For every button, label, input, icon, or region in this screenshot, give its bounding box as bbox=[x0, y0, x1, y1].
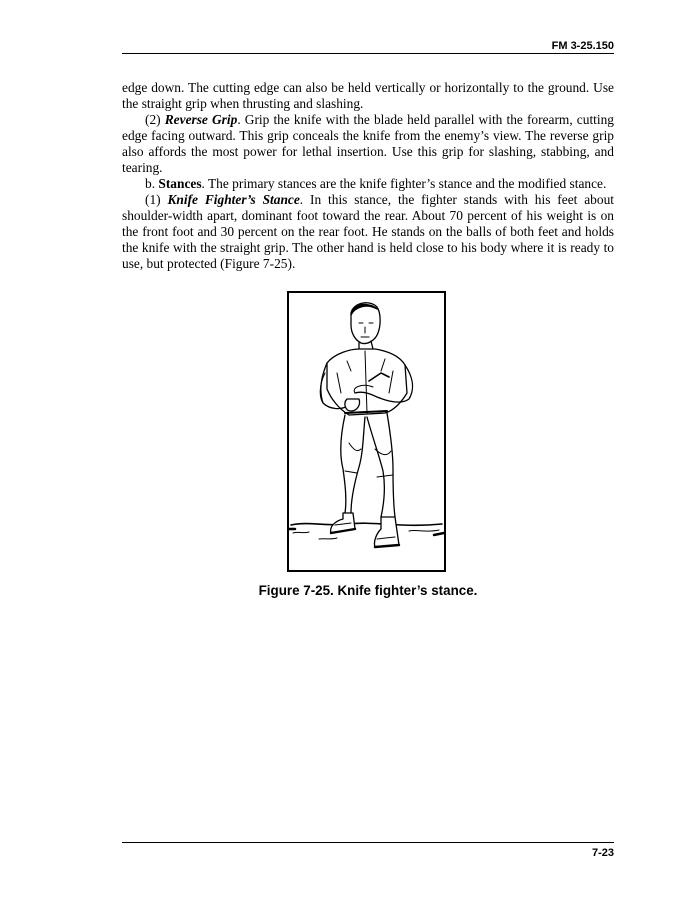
figure-illustration bbox=[287, 291, 446, 572]
knife-fighter-illustration bbox=[289, 293, 444, 570]
paragraph-text: . Grip the knife with the blade held parallel with the forearm, cutting edge facing outward. This grip conceals the knife from the enemy’s view. The reverse grip also affords the most power for lethal insertion. Use this grip for slashing, stabbing, and tearing. bbox=[122, 112, 614, 175]
page-number: 7-23 bbox=[591, 847, 614, 859]
footer-rule bbox=[122, 842, 614, 843]
paragraph-reverse-grip bbox=[122, 112, 614, 176]
figure-caption: Figure 7-25. Knife fighter’s stance. bbox=[258, 583, 478, 598]
paragraph-stances bbox=[122, 176, 614, 192]
paragraph-title: Reverse Grip bbox=[164, 112, 238, 127]
running-head: FM 3-25.150 bbox=[551, 40, 614, 52]
paragraph-text: . The primary stances are the knife fighter’s stance and the modified stance. bbox=[201, 176, 607, 191]
paragraph-number: (2) bbox=[145, 112, 165, 127]
body-text bbox=[122, 80, 614, 272]
paragraph-title: Knife Fighter’s Stance bbox=[167, 192, 300, 207]
paragraph-knife-fighters-stance bbox=[122, 192, 614, 272]
header-rule bbox=[122, 53, 614, 54]
paragraph-title: Stances bbox=[158, 176, 202, 191]
paragraph-number: b. bbox=[145, 176, 159, 191]
paragraph-continuation: edge down. The cutting edge can also be held vertically or horizontally to the ground. Use the straight grip when thrusting and slashing. bbox=[122, 80, 614, 111]
paragraph-number: (1) bbox=[145, 192, 168, 207]
paragraph-text: . In this stance, the fighter stands with his feet about shoulder-width apart, dominant foot toward the rear. About 70 percent of his weight is on the front foot and 30 percent on the rear foot. He stands on the balls of both feet and holds the knife with the straight grip. The other hand is held close to his body where it is ready to use, but protected (Figure 7-25). bbox=[122, 192, 614, 271]
